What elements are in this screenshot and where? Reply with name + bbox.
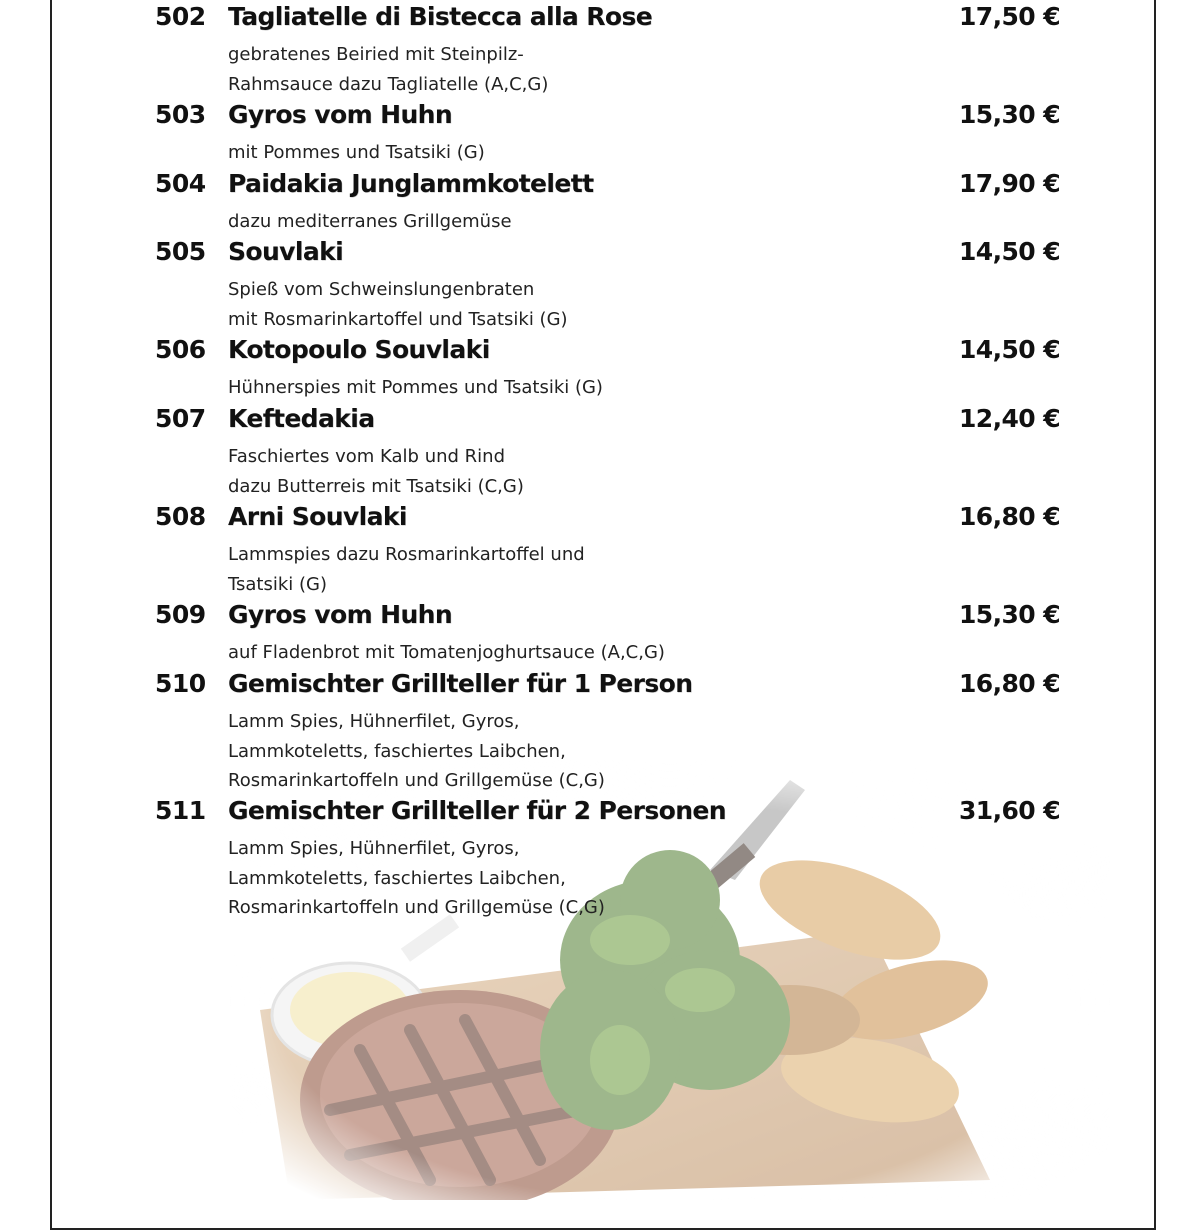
description-line: auf Fladenbrot mit Tomatenjoghurtsauce (A,C,G) xyxy=(228,642,665,663)
item-number: 509 xyxy=(155,600,206,629)
description-line: Lamm Spies, Hühnerfilet, Gyros, xyxy=(228,838,520,859)
description-line: Rosmarinkartoffeln und Grillgemüse (C,G) xyxy=(228,770,605,791)
description-line: dazu Butterreis mit Tsatsiki (C,G) xyxy=(228,475,524,497)
item-price: 15,30 € xyxy=(959,600,1060,629)
item-number: 507 xyxy=(155,404,206,433)
item-description xyxy=(228,834,605,923)
description-line: dazu mediterranes Grillgemüse xyxy=(228,211,512,232)
item-price: 12,40 € xyxy=(959,404,1060,433)
item-name: Souvlaki xyxy=(228,237,344,266)
description-line: Hühnerspies mit Pommes und Tsatsiki (G) xyxy=(228,377,603,398)
item-description xyxy=(228,275,568,334)
grilled-steak-plate-image xyxy=(230,760,1110,1200)
description-line: Lammspies dazu Rosmarinkartoffel und xyxy=(228,544,585,565)
item-name: Arni Souvlaki xyxy=(228,502,407,531)
item-price: 31,60 € xyxy=(959,796,1060,825)
item-price: 16,80 € xyxy=(959,669,1060,698)
item-description xyxy=(228,707,605,796)
item-name: Gemischter Grillteller für 1 Person xyxy=(228,669,693,698)
item-number: 505 xyxy=(155,237,206,266)
item-name: Gyros vom Huhn xyxy=(228,600,453,629)
item-number: 503 xyxy=(155,100,206,129)
item-name: Tagliatelle di Bistecca alla Rose xyxy=(228,2,653,31)
description-line: mit Rosmarinkartoffel und Tsatsiki (G) xyxy=(228,308,568,330)
item-name: Kotopoulo Souvlaki xyxy=(228,335,490,364)
item-name: Gemischter Grillteller für 2 Personen xyxy=(228,796,726,825)
item-number: 508 xyxy=(155,502,206,531)
item-price: 17,90 € xyxy=(959,169,1060,198)
item-number: 511 xyxy=(155,796,206,825)
description-line: Rosmarinkartoffeln und Grillgemüse (C,G) xyxy=(228,897,605,918)
item-price: 15,30 € xyxy=(959,100,1060,129)
item-name: Keftedakia xyxy=(228,404,375,433)
item-description xyxy=(228,442,524,501)
item-number: 502 xyxy=(155,2,206,31)
description-line: Tsatsiki (G) xyxy=(228,573,327,595)
description-line: Lamm Spies, Hühnerfilet, Gyros, xyxy=(228,711,520,732)
item-description xyxy=(228,638,665,668)
description-line: Rahmsauce dazu Tagliatelle (A,C,G) xyxy=(228,73,549,95)
item-name: Paidakia Junglammkotelett xyxy=(228,169,594,198)
description-line: gebratenes Beiried mit Steinpilz- xyxy=(228,44,524,65)
description-line: mit Pommes und Tsatsiki (G) xyxy=(228,142,485,163)
item-description xyxy=(228,207,512,237)
item-description xyxy=(228,40,548,99)
item-price: 14,50 € xyxy=(959,335,1060,364)
description-line: Lammkoteletts, faschiertes Laibchen, xyxy=(228,740,566,762)
item-description xyxy=(228,138,485,168)
item-description xyxy=(228,373,603,403)
description-line: Spieß vom Schweinslungenbraten xyxy=(228,279,535,300)
description-line: Lammkoteletts, faschiertes Laibchen, xyxy=(228,867,566,889)
item-description xyxy=(228,540,585,599)
item-number: 504 xyxy=(155,169,206,198)
item-price: 17,50 € xyxy=(959,2,1060,31)
description-line: Faschiertes vom Kalb und Rind xyxy=(228,446,506,467)
item-number: 510 xyxy=(155,669,206,698)
item-price: 16,80 € xyxy=(959,502,1060,531)
item-price: 14,50 € xyxy=(959,237,1060,266)
item-number: 506 xyxy=(155,335,206,364)
item-name: Gyros vom Huhn xyxy=(228,100,453,129)
